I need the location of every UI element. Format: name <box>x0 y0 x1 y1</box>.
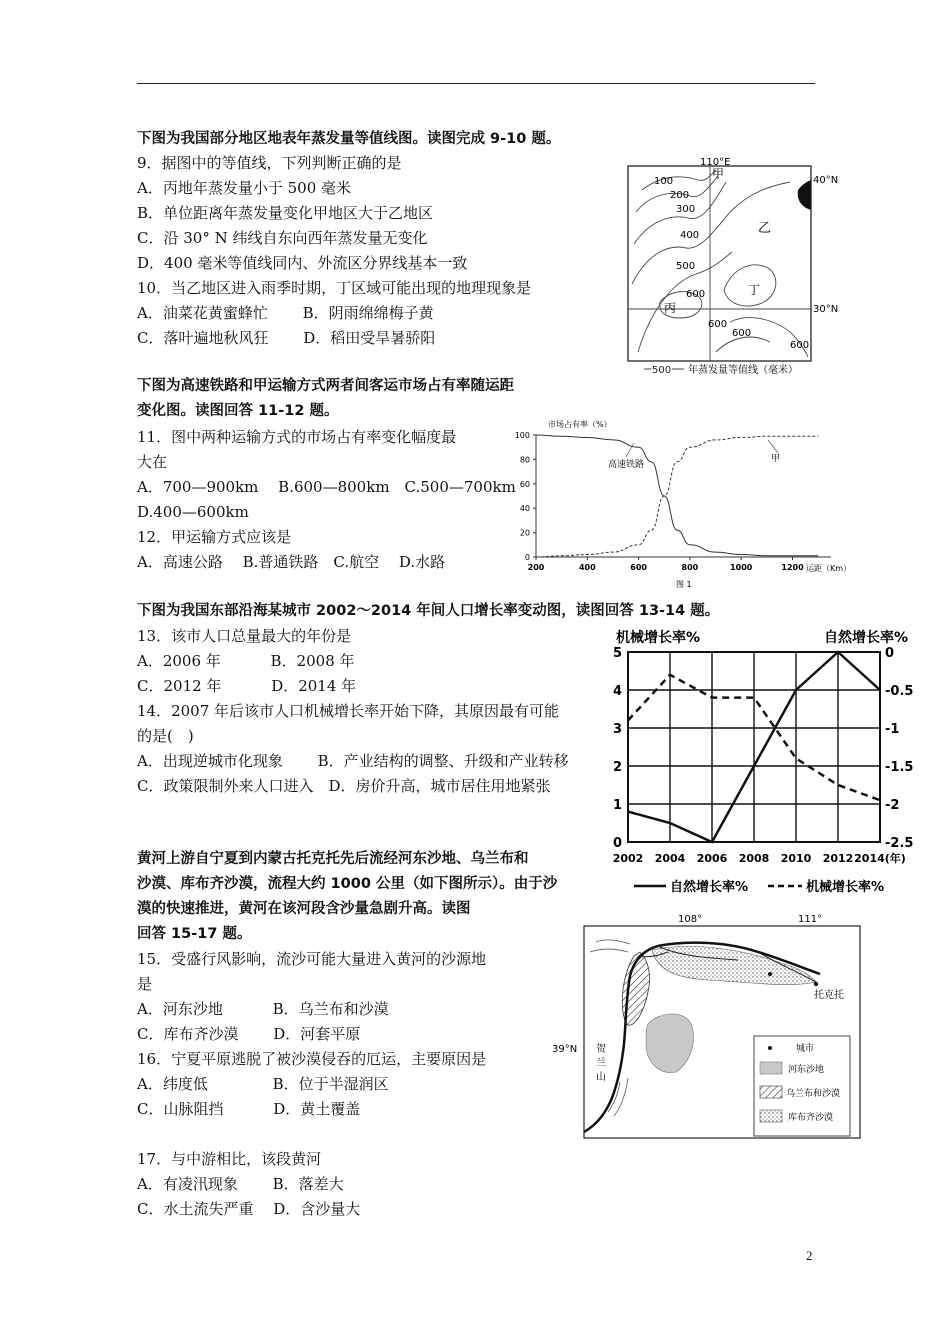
y-tick-label: 40 <box>519 504 530 514</box>
contour-label: 600 <box>732 328 752 339</box>
section-intro: 下图为高速铁路和甲运输方式两者间客运市场占有率随运距 <box>137 378 514 394</box>
legend-text: 年蒸发量等值线（毫米） <box>688 365 798 376</box>
market-share-chart <box>506 415 852 597</box>
option: C．2012 年 D．2014 年 <box>137 677 357 695</box>
header-rule <box>137 83 815 84</box>
city-marker <box>768 972 772 976</box>
contour-label: 600 <box>790 340 810 351</box>
option: A．高速公路 B.普通铁路 C.航空 D.水路 <box>137 553 446 571</box>
city-label: 托克托 <box>814 990 844 1001</box>
mountain-label: 贺兰山 <box>596 1044 606 1083</box>
option: A．2006 年 B．2008 年 <box>137 652 355 670</box>
legend-swatch <box>760 1110 782 1122</box>
option: A．出现逆城市化现象 B．产业结构的调整、升级和产业转移 <box>137 752 569 770</box>
x-tick-label: 2006 <box>696 852 728 865</box>
question-stem: 14．2007 年后该市人口机械增长率开始下降，其原因最有可能 <box>137 702 560 720</box>
lat-label: 39°N <box>552 1044 578 1055</box>
section-intro: 下图为我国东部沿海某城市 2002～2014 年间人口增长率变动图，读图回答 13-14 题。 <box>137 603 720 619</box>
place-label: 乙 <box>758 221 772 236</box>
lon-label: 111° <box>798 914 823 925</box>
question-stem: 12．甲运输方式应该是 <box>137 528 292 546</box>
y-tick-label: 60 <box>519 479 530 489</box>
question-stem: 的是( ) <box>137 727 194 745</box>
legend-swatch <box>760 1062 782 1074</box>
contour-label: 400 <box>680 230 700 241</box>
hedong-sandy-land <box>646 1014 694 1073</box>
x-tick-label: 600 <box>630 563 647 572</box>
y-tick-label: 0 <box>524 553 530 562</box>
y-right-tick-label: 0 <box>885 646 895 661</box>
option: A．河东沙地 B．乌兰布和沙漠 <box>137 1000 389 1018</box>
lon-label: 110°E <box>700 157 731 168</box>
y-left-tick-label: 4 <box>612 684 622 699</box>
section-intro: 沙漠、库布齐沙漠，流程大约 1000 公里（如下图所示）。由于沙 <box>137 876 558 892</box>
place-label: 甲 <box>712 167 725 181</box>
lon-label: 108° <box>678 914 703 925</box>
x-tick-label: 2004 <box>654 852 686 865</box>
question-stem: 9．据图中的等值线，下列判断正确的是 <box>137 154 402 172</box>
y-right-title: 自然增长率% <box>824 630 909 646</box>
option: B．单位距离年蒸发量变化甲地区大于乙地区 <box>137 204 434 222</box>
y-left-title: 机械增长率% <box>616 630 701 646</box>
section-intro: 黄河上游自宁夏到内蒙古托克托先后流经河东沙地、乌兰布和 <box>137 851 529 867</box>
place-label: 丁 <box>748 283 761 297</box>
contour-label: 500 <box>676 261 696 272</box>
x-tick-label: 2012 <box>822 852 854 865</box>
place-label: 丙 <box>664 301 677 315</box>
chart-title: 图 1 <box>676 580 692 589</box>
y-right-tick-label: -2.5 <box>885 836 914 851</box>
option: A．油菜花黄蜜蜂忙 B．阴雨绵绵梅子黄 <box>137 304 434 322</box>
y-left-tick-label: 5 <box>612 646 622 661</box>
legend-value: 500 <box>652 365 672 376</box>
question-stem: 是 <box>137 975 153 993</box>
y-tick-label: 100 <box>514 431 530 440</box>
y-left-tick-label: 3 <box>612 722 622 737</box>
option: C．库布齐沙漠 D．河套平原 <box>137 1025 361 1043</box>
x-axis-title: 运距（Km） <box>806 564 852 573</box>
option: C．政策限制外来人口进入 D．房价升高，城市居住用地紧张 <box>137 777 551 795</box>
city-marker <box>814 982 818 986</box>
question-stem: 16．宁夏平原逃脱了被沙漠侵吞的厄运，主要原因是 <box>137 1050 487 1068</box>
legend-label: 河东沙地 <box>788 1065 825 1075</box>
option: C．落叶遍地秋风狂 D．稻田受旱暑骄阳 <box>137 329 436 347</box>
x-tick-label: 1200 <box>781 563 804 572</box>
y-left-tick-label: 1 <box>612 798 622 813</box>
evaporation-map <box>620 152 840 381</box>
legend-city-symbol <box>768 1046 772 1050</box>
y-left-tick-label: 2 <box>612 760 622 775</box>
option: A．纬度低 B．位于半湿润区 <box>137 1075 389 1093</box>
section-intro: 变化图。读图回答 11-12 题。 <box>137 403 339 419</box>
population-growth-chart <box>610 624 922 900</box>
option: C．水土流失严重 D．含沙量大 <box>137 1200 361 1218</box>
y-right-tick-label: -0.5 <box>885 684 914 699</box>
option: A．700—900km B.600—800km C.500—700km <box>137 478 516 496</box>
x-tick-label: 400 <box>578 563 596 572</box>
lat-label: 40°N <box>813 175 839 186</box>
question-stem: 17．与中游相比，该段黄河 <box>137 1150 322 1168</box>
y-right-tick-label: -1 <box>885 722 900 737</box>
x-tick-label: 2010 <box>780 852 812 865</box>
contour-label: 100 <box>654 176 674 187</box>
x-tick-label: 2014(年) <box>854 852 906 865</box>
legend-mechanical: 机械增长率% <box>806 880 885 895</box>
question-stem: 15．受盛行风影响，流沙可能大量进入黄河的沙源地 <box>137 950 487 968</box>
y-tick-label: 20 <box>519 528 530 538</box>
page-number: 2 <box>806 1248 813 1263</box>
yellow-river-map <box>548 912 868 1146</box>
question-stem: 13．该市人口总量最大的年份是 <box>137 627 352 645</box>
series-label-hsr: 高速铁路 <box>608 460 645 470</box>
x-tick-label: 2002 <box>612 852 644 865</box>
tributary <box>590 940 630 952</box>
tributary <box>608 1078 628 1116</box>
option: D．400 毫米等值线同内、外流区分界线基本一致 <box>137 254 468 272</box>
legend-swatch <box>760 1086 782 1098</box>
x-tick-label: 200 <box>527 563 545 572</box>
legend-natural: 自然增长率% <box>670 880 749 895</box>
y-left-tick-label: 0 <box>612 836 622 851</box>
y-right-tick-label: -2 <box>885 798 900 813</box>
option: A．丙地年蒸发量小于 500 毫米 <box>137 179 352 197</box>
legend-label: 城市 <box>796 1044 815 1054</box>
x-tick-label: 800 <box>681 563 699 572</box>
question-stem: 11．图中两种运输方式的市场占有率变化幅度最 <box>137 428 457 446</box>
option: D.400—600km <box>137 503 249 521</box>
x-tick-label: 1000 <box>730 563 753 572</box>
section-intro: 下图为我国部分地区地表年蒸发量等值线图。读图完成 9-10 题。 <box>137 131 561 147</box>
legend-label: 乌兰布和沙漠 <box>786 1089 841 1099</box>
series-label-jia: 甲 <box>771 454 781 464</box>
y-axis-title: 市场占有率（%） <box>548 420 612 429</box>
option: C．山脉阻挡 D．黄土覆盖 <box>137 1100 361 1118</box>
option: A．有凌汛现象 B．落差大 <box>137 1175 344 1193</box>
contour-label: 600 <box>708 319 728 330</box>
question-stem: 大在 <box>137 453 168 471</box>
leader-line <box>768 440 778 453</box>
y-right-tick-label: -1.5 <box>885 760 914 775</box>
contour-label: 200 <box>670 190 690 201</box>
option: C．沿 30° N 纬线自东向西年蒸发量无变化 <box>137 229 428 247</box>
question-stem: 10．当乙地区进入雨季时期，丁区域可能出现的地理现象是 <box>137 279 532 297</box>
x-tick-label: 2008 <box>738 852 770 865</box>
section-intro: 回答 15-17 题。 <box>137 926 252 942</box>
section-intro: 漠的快速推进，黄河在该河段含沙量急剧升高。读图 <box>137 901 471 917</box>
legend-label: 库布齐沙漠 <box>788 1113 834 1123</box>
lat-label: 30°N <box>813 304 839 315</box>
contour-label: 300 <box>676 204 696 215</box>
contour-label: 600 <box>686 289 706 300</box>
y-tick-label: 80 <box>519 455 530 465</box>
